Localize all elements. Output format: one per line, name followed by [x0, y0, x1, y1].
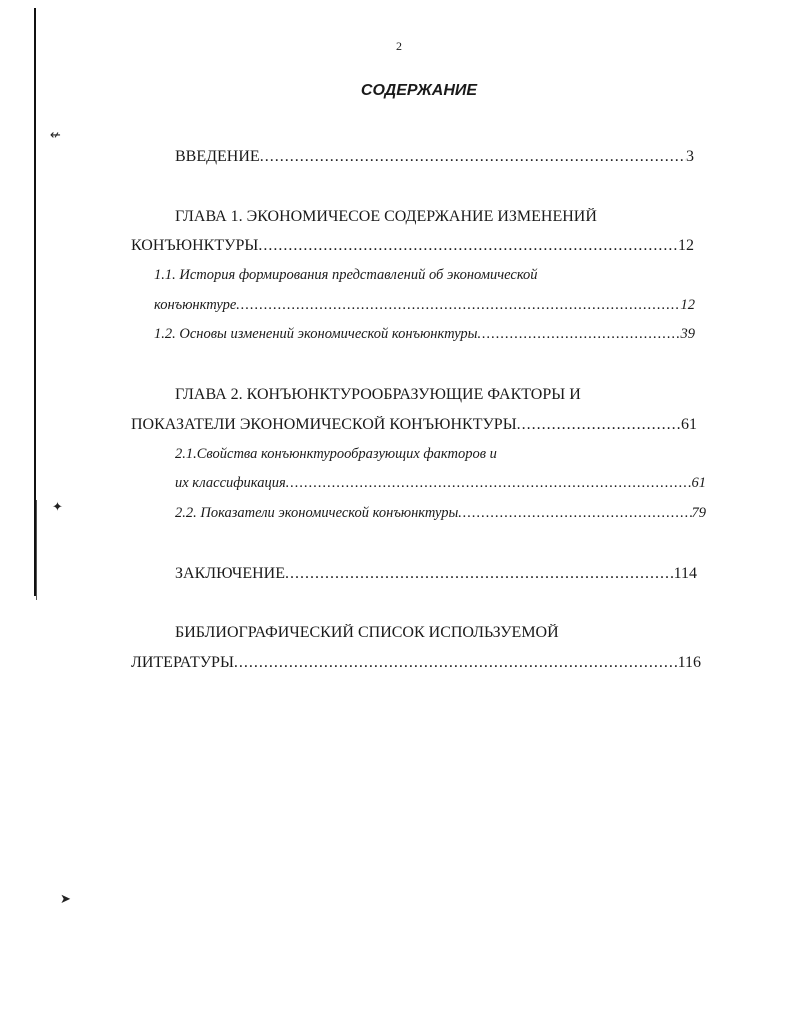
toc-entry-s1-1-line1: 1.1. История формирования представлений об экономической — [154, 267, 538, 283]
toc-entry-conclusion[interactable] — [175, 565, 697, 583]
toc-entry-s1-2[interactable] — [154, 326, 695, 343]
toc-entry-label: ВВЕДЕНИЕ — [175, 148, 260, 165]
toc-entry-page: 12 — [680, 297, 695, 313]
toc-entry-s2-1-line1: 2.1.Свойства конъюнктурообразующих факторов и — [175, 446, 497, 462]
dot-leader — [286, 475, 692, 492]
toc-entry-ch2-line1: ГЛАВА 2. КОНЪЮНКТУРООБРАЗУЮЩИЕ ФАКТОРЫ И — [175, 386, 581, 403]
dot-leader — [458, 505, 691, 522]
toc-entry-s2-1[interactable] — [175, 475, 706, 492]
toc-entry-label: 1.2. Основы изменений экономической конъюнктуры — [154, 326, 478, 342]
page-number: 2 — [396, 39, 402, 53]
toc-entry-label: конъюнктуре — [154, 297, 237, 313]
toc-entry-label: 2.2. Показатели экономической конъюнктуры — [175, 505, 459, 521]
scan-mark-pointer-icon: ➤ — [60, 892, 71, 907]
page-title: СОДЕРЖАНИЕ — [360, 82, 478, 99]
toc-entry-page: 79 — [691, 505, 706, 521]
toc-entry-page: 61 — [691, 475, 706, 491]
toc-entry-label: ПОКАЗАТЕЛИ ЭКОНОМИЧЕСКОЙ КОНЪЮНКТУРЫ — [131, 416, 517, 433]
toc-entry-page: 39 — [680, 326, 695, 342]
toc-entry-bibliography-line1: БИБЛИОГРАФИЧЕСКИЙ СПИСОК ИСПОЛЬЗУЕМОЙ — [175, 624, 559, 641]
toc-entry-label: ЗАКЛЮЧЕНИЕ — [175, 565, 285, 582]
scan-mark-arrow-icon: ↚ — [50, 128, 61, 143]
dot-leader — [260, 148, 686, 166]
toc-entry-label: ЛИТЕРАТУРЫ — [131, 654, 234, 671]
dot-leader — [478, 326, 681, 343]
toc-entry-page: 12 — [678, 237, 694, 254]
scan-mark-star-icon: ✦ — [52, 500, 63, 515]
toc-entry-ch1-line1: ГЛАВА 1. ЭКОНОМИЧЕСОЕ СОДЕРЖАНИЕ ИЗМЕНЕНИЙ — [175, 208, 597, 225]
toc-entry-page: 116 — [677, 654, 701, 671]
toc-entry-page: 61 — [681, 416, 697, 433]
dot-leader — [285, 565, 674, 583]
dot-leader — [258, 237, 678, 255]
toc-entry-bibliography[interactable] — [131, 654, 701, 672]
toc-entry-ch1[interactable] — [131, 237, 694, 255]
toc-entry-s2-2[interactable] — [175, 505, 706, 522]
toc-entry-intro[interactable] — [175, 148, 694, 166]
toc-entry-s1-1[interactable] — [154, 297, 695, 314]
toc-entry-label: КОНЪЮНКТУРЫ — [131, 237, 259, 254]
dot-leader — [234, 654, 678, 672]
dot-leader — [517, 416, 681, 434]
scan-edge-line-lower — [36, 500, 37, 600]
toc-entry-ch2[interactable] — [131, 416, 697, 434]
dot-leader — [236, 297, 680, 314]
toc-entry-label: их классификация — [175, 475, 286, 491]
toc-entry-page: 3 — [686, 148, 694, 165]
toc-entry-page: 114 — [673, 565, 697, 582]
